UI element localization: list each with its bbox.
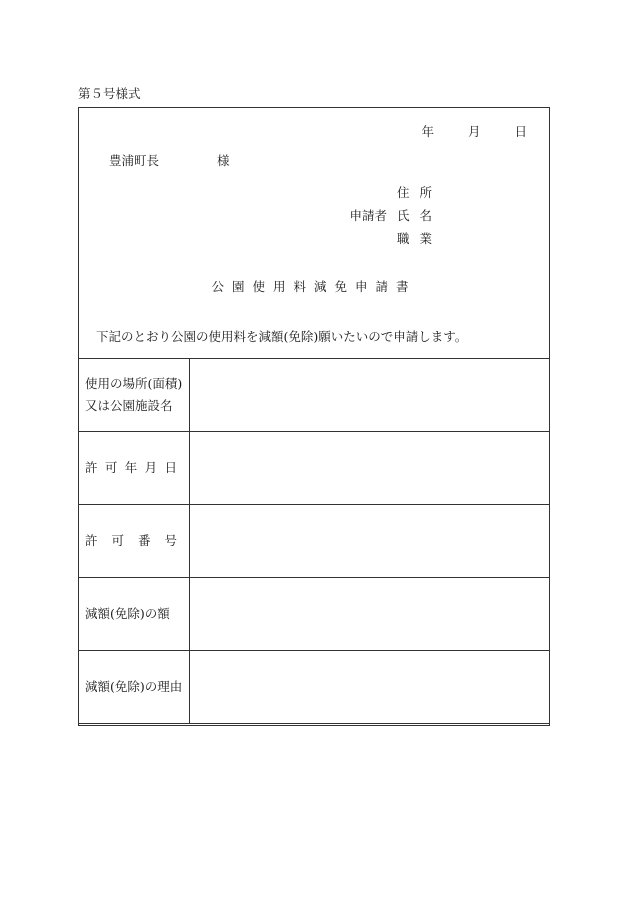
intro-text: 下記のとおり公園の使用料を減額(免除)願いたいので申請します。 — [96, 329, 468, 344]
table-row — [79, 432, 550, 505]
row-label-line: 又は公園施設名 — [85, 398, 173, 413]
row-value-permit-date[interactable] — [190, 432, 550, 505]
row-label-permit-date — [79, 432, 190, 505]
label-char: 許 — [85, 533, 98, 548]
applicant-label: 申請者 — [349, 208, 387, 223]
field-name-label: 氏名 — [396, 208, 442, 223]
row-label-location — [79, 359, 190, 432]
date-day-label: 日 — [514, 124, 527, 139]
addressee-town: 豊浦町長 — [109, 153, 160, 168]
date-month-label: 月 — [468, 124, 481, 139]
date-line — [422, 122, 527, 140]
row-value-reduction-amount[interactable] — [190, 578, 550, 651]
row-value-permit-number[interactable] — [190, 505, 550, 578]
table-row — [79, 505, 550, 578]
row-value-location[interactable] — [190, 359, 550, 432]
field-address-label: 住所 — [396, 185, 442, 200]
row-label-reduction-amount: 減額(免除)の額 — [79, 578, 190, 651]
field-occupation-label: 職業 — [396, 231, 442, 246]
row-label-permit-number — [79, 505, 190, 578]
date-year-label: 年 — [421, 124, 435, 139]
label-char: 号 — [164, 533, 177, 548]
table-row — [79, 578, 550, 651]
label-char: 可 — [111, 533, 124, 548]
applicant-block — [341, 181, 442, 250]
label-char: 番 — [137, 533, 151, 548]
document-title: 公園使用料減免申請書 — [211, 279, 417, 294]
form-number: 第５号様式 — [78, 86, 141, 101]
addressee-honorific: 様 — [217, 153, 230, 168]
application-form — [78, 107, 550, 726]
label-char: 日 — [164, 460, 177, 475]
table-row — [79, 359, 550, 432]
detail-table — [78, 358, 550, 724]
row-label-reduction-reason: 減額(免除)の理由 — [79, 651, 190, 724]
label-char: 可 — [104, 460, 118, 475]
table-row — [79, 651, 550, 724]
label-char: 年 — [124, 460, 138, 475]
row-value-reduction-reason[interactable] — [190, 651, 550, 724]
label-char: 月 — [144, 460, 158, 475]
addressee — [109, 151, 230, 169]
label-char: 許 — [85, 460, 98, 475]
row-label-line: 使用の場所(面積) — [85, 376, 183, 391]
